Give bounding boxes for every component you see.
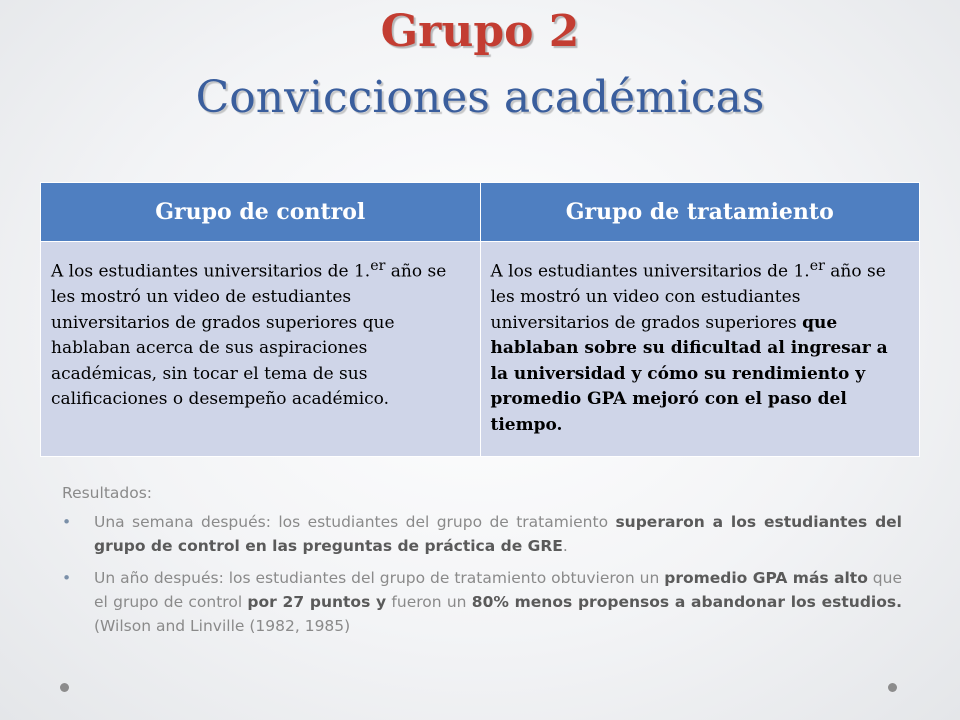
- results-section: [62, 484, 902, 646]
- decorative-dot-right: [888, 683, 897, 692]
- ordinal-suffix: er: [370, 258, 386, 274]
- b1-text-2: .: [562, 537, 568, 555]
- b2-bold-3: 80% menos propensos a abandonar los estudios.: [471, 593, 902, 611]
- b1-text-1: Una semana después: los estudiantes del grupo de tratamiento: [94, 513, 616, 531]
- b1-bold-1: superaron a los estudiantes del grupo de control en las preguntas de práctica de GRE: [94, 513, 902, 555]
- control-group-cell: [41, 242, 481, 457]
- b2-bold-2: por 27 puntos y: [247, 593, 387, 611]
- ordinal-suffix: er: [809, 258, 825, 274]
- treatment-text-2: año se les mostró un video con estudiantes universitarios de grados superiores: [490, 261, 886, 333]
- treatment-group-cell: [480, 242, 920, 457]
- b2-bold-1: promedio GPA más alto: [664, 569, 868, 587]
- treatment-text-1: A los estudiantes universitarios de 1.: [490, 261, 810, 282]
- table-row: [41, 242, 920, 457]
- control-text-2: año se les mostró un video de estudiantes universitarios de grados superiores que hablaban acerca de sus aspiraciones académicas, sin tocar el tema de sus calificaciones o desempeño académico.: [51, 261, 447, 410]
- bullet-icon: •: [62, 569, 72, 587]
- slide-title: Grupo 2: [380, 6, 580, 57]
- b2-text-3: fueron un: [386, 593, 472, 611]
- treatment-bold-text: que hablaban sobre su dificultad al ingresar a la universidad y cómo su rendimiento y promedio GPA mejoró con el paso del tiempo.: [490, 312, 888, 435]
- b2-text-4: (Wilson and Linville (1982, 1985): [94, 617, 351, 635]
- header-treatment-group: Grupo de tratamiento: [480, 183, 920, 242]
- header-control-group: Grupo de control: [41, 183, 481, 242]
- control-text-1: A los estudiantes universitarios de 1.: [51, 261, 371, 282]
- b2-text-2: que el grupo de control: [94, 569, 902, 611]
- decorative-dot-left: [60, 683, 69, 692]
- results-label: Resultados:: [62, 484, 153, 502]
- bullet-icon: •: [62, 513, 72, 531]
- result-bullet-1: [62, 510, 902, 558]
- result-bullet-2: [62, 566, 902, 638]
- b2-text-1: Un año después: los estudiantes del grupo de tratamiento obtuvieron un: [94, 569, 665, 587]
- slide-subtitle: Convicciones académicas: [195, 72, 765, 123]
- table-header-row: [41, 183, 920, 242]
- comparison-table: [40, 182, 920, 457]
